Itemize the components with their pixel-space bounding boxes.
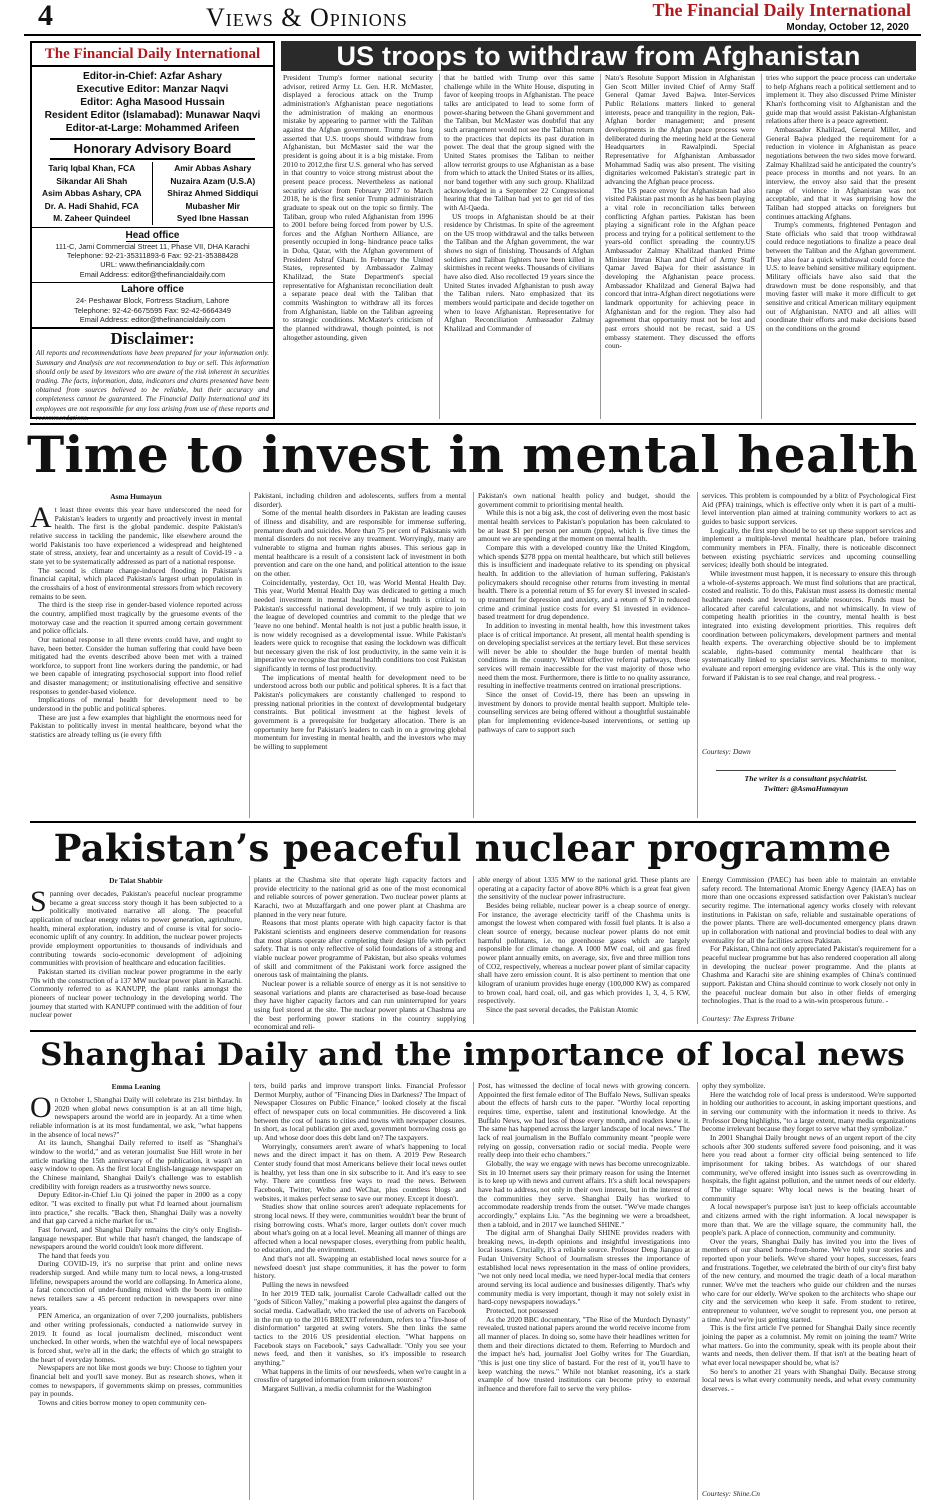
advisor-name: Sikandar Ali Shah (32, 175, 153, 188)
article-column (478, 876, 690, 1024)
advisor-name: Mubasher Mir (185, 200, 240, 211)
paragraph: Nato's Resolute Support Mission in Afghanistan Gen Scott Miller invited Chief of Army Staff General Qamar Javed Bajwa. Inter-Services Public Relations matters linked to general interests, peace and tranquility in the region, Pak-Afghan border management; and present developments in the Afghan peace process were deliberated during the meeting held at the General Headquarters in Rawalpindi. Special Representative for Afghanistan Ambassador Mohammad Sadiq was also present. The visiting dignitaries welcomed Pakistan's strategic part in advancing the Afghan peace process. (605, 73, 755, 186)
article-column (702, 1082, 916, 1490)
article-column (478, 1082, 690, 1500)
paragraph: Over the years, Shanghai Daily has invited you into the lives of members of our shared home-from-home. We've told your stories and reported upon your beliefs. We've shared your hopes, successes, fears and frustrations. Together, we celebrated the birth of our city's first baby of the new century, and mourned the tragic death of a local marathon runner. We've met the teachers who guide our children and the nurses who care for our elderly. We've spoken to the architects who shape our city and the servicemen who keep it safe. From student to retiree, entrepreneur to volunteer, we've sought to represent you, one person at a time. And we're just getting started. (702, 1236, 916, 1324)
paragraph: While investment must happen, it is necessary to ensure this through a whole-of-systems approach. We must find solutions that are practical, costed and realistic. To do this, Pakistan must assess its domestic mental healthcare needs and leverage available resources. Funds must be allocated after careful calculations, and not whimsically. In view of competing health priorities in the country, mental health is best integrated into existing development priorities. This requires deft coordination between policymakers, development partners and mental health experts. The overarching objective should be to implement scalable, rights-based community mental healthcare that is systematically linked to specialist services. Mechanisms to monitor, evaluate and report emerging evidence are vital. This is the only way forward if Pakistan is to see real change, and real progress. - (702, 568, 916, 682)
paragraph: Reasons that most plants operate with high capacity factor is that Pakistani scientists and engineers deserve commendation for reasons that most plants operate after completing their design life with perfect safety. That is not only reflective of solid foundations of a strong and viable nuclear power programme of Pakistan, but also speaks volumes of skill and commitment of the Pakistani work force assigned the onerous task of maintaining the plants. (254, 918, 466, 980)
paragraph: ters, build parks and improve transport links. Financial Professor Dermot Murphy, author of "Financing Dies in Darkness? The Impact of Newspaper Closures on Public Finance," looked closely at the fiscal effect of newspaper cuts on local communities. He discovered a link between the cost of loans to cities and towns with newspaper closures. In short, as local publication get axed, government borrowing costs go up. And whose door does this debt land on? The taxpayers. (254, 1081, 466, 1142)
paragraph: As the 2020 BBC documentary, "The Rise of the Murdoch Dynasty" revealed, trusted national papers around the world receive income from all manner of places. In doing so, some have their headlines written for them and their directions dictated to them. Referring to Murdoch and the impact he's had, journalist Joel Golby writes for The Guardian, "this is just one tiny slice of bastard. For the rest of it, you'll have to keep watching the news." While not blanket reasoning, it's a stark example of how trusted institutions can become privy to external influence and therefore fail to serve the very philos- (478, 1314, 690, 1393)
column-text (30, 1091, 242, 1408)
page-number: 4 (38, 0, 53, 32)
editor-line: Editor-in-Chief: Azfar Ashary (82, 71, 223, 82)
courtesy-text: Courtesy: Dawn (702, 747, 751, 756)
lahore-office-title: Lahore office (121, 284, 184, 296)
nuclear-headline: Pakistan’s peaceful nuclear programme (53, 826, 892, 870)
drop-cap: O (30, 1091, 52, 1124)
paragraph: Coincidentally, yesterday, Oct 10, was World Mental Health Day. This year, World Mental Health Day was dedicated to getting a much needed investment in mental health. Mental health is critical to Pakistan's successful national development, if we truly aspire to join the league of developed countries and commit to the pledge that we 'leave no one behind'. Mental health is not just a public health issue, it is now widely recognised as a developmental issue. While Pakistan's leaders were quick to recognise that easing the lockdown was difficult but necessary given the risk of lost productivity, in the same vein it is imperative we recognise that mental health conditions too cost Pakistan significantly in terms of lost productivity. (254, 577, 466, 674)
article-column (605, 74, 755, 419)
column-text (702, 492, 916, 682)
paragraph: Implications of mental health for development need to be understood in the public and political spheres. (30, 695, 242, 714)
editor-line: Executive Editor: Manzar Naqvi (76, 84, 229, 95)
article-column (30, 492, 242, 818)
mental-health-headline: Time to invest in mental health (26, 425, 919, 484)
advisor-name: Dr. A. Hadi Shahid, FCA (32, 200, 153, 213)
paragraph: Since the onset of Covid-19, there has been an upswing in investment by donors to provide mental health support. Multiple tele-counselling services are being offered without a thoughtful sustainable plan for implementing evidence-based interventions, or setting up pathways of care to support such (478, 690, 690, 734)
paragraph: Pulling the news in newsfeed (262, 1280, 349, 1290)
paragraph: ophy they symbolize. (702, 1081, 766, 1090)
address-line: 24- Peshawar Block, Fortress Stadium, Lahore (75, 296, 230, 306)
email-line: Email Address: editor@thefinancialdaily.com (79, 314, 226, 324)
paragraph: Newspapers are not like most goods we buy: Choose to tighten your financial belt and you'll save money. But as research shows, when it comes to newspapers, if governments skimp on presses, communities pay in pounds. (30, 1363, 242, 1399)
paragraph: Pakistan started its civilian nuclear power programme in the early 70s with the construction of a 137 MW nuclear power plant in Karachi. Commonly referred to as KANUPP, the plant ranks amongst the pioneers of nuclear power technology in the developing world. The journey that started with KANUPP continued with the addition of four nuclear power (30, 966, 242, 1020)
article-column (702, 876, 916, 1015)
paragraph: Logically, the first step should be to set up these support services and implement a multiple-level mental healthcare plan, before training community members in PFA. Finally, there is noticeable disconnect between existing psychiatric services and upcoming counselling services; ideally both should be integrated. (702, 525, 916, 570)
courtesy-line (702, 1490, 916, 1500)
article-column (254, 875, 466, 1032)
paragraph: Studies show that online sources aren't adequate replacements for strong local news. If they were, communities wouldn't bear the brunt of rising borrowing costs. What's more, larger outlets don't cover much about what's going on at a local level. Meaning all manner of things are affected when a local newspaper closes, everything from public health, to education, and the environment. (254, 1202, 466, 1255)
paragraph: services. This problem is compounded by a blitz of Psychological First Aid (PFA) trainings, which is effective only when it is part of a multi-level intervention plan aimed at training community workers to act as guides to basic support services. (702, 491, 916, 526)
paragraph: Ambassador Khalilzad, General Miller, and General Bajwa pledged the requirement for a reduction in violence in Afghanistan as peace negotiations between the two sides move forward. Zalmay Khalilzad said he anticipated the country's peace process in months and not years. In an interview, the envoy also said that the present range of violence in Afghanistan was not acceptable, and that it was surprising how the Taliban had stopped attacks on foreigners but continues attacking Afghans. (766, 124, 916, 221)
paragraph: During COVID-19, it's no surprise that print and online news readership surged. And while many turn to local news, a long-trusted lifeline, newspapers around the world are collapsing. In America alone, a fatal concoction of under-funding mixed with the boom in online news retailers saw a 45 percent reduction in newspapers over nine years. (30, 1259, 242, 1312)
paragraph: In her 2019 TED talk, journalist Carole Cadwalladr called out the "gods of Silicon Valley," making a powerful plea against the dangers of social media. Cadwalladr, who tracked the use of adverts on Facebook in the run up to the 2016 BREXIT referendum, refers to a "fire-hose of disinformation" targeted at swing voters. She then links the same tactics to the 2016 US presidential election. "What happens on Facebook stays on Facebook," says Cadwalladr. "Only you see your news feed, and then it vanishes, so it's impossible to research anything." (254, 1288, 466, 1367)
editor-line: Editor: Agha Masood Hussain (80, 97, 225, 108)
url-line: URL: www.thefinancialdaily.com (100, 260, 205, 270)
info-box-brand: The Financial Daily International (32, 43, 273, 67)
paragraph: Nuclear power is a reliable source of energy as it is not sensitive to seasonal variations and plants are characterised as base-load because they have higher capacity factors and can run uninterrupted for years using fuel stored at the site. The nuclear power plants at Chashma are the best performing power stations in the country supplying economical and reli- (254, 978, 466, 1032)
byline: Asma Humayun (110, 492, 162, 501)
paragraph: Energy Commission (PAEC) has been able to maintain an enviable safety record. The International Atomic Energy Agency (IAEA) has on more than one occasions expressed satisfaction over Pakistan's nuclear security regime. The international agency works closely with relevant institutions in Pakistan on safe, reliable and sustainable operations of the power plants. There are well-documented emergency plans drawn up in collaboration with national and provincial bodies to deal with any eventuality for all the facilities across Pakistan. (702, 875, 916, 945)
paragraph: Post, has witnessed the decline of local news with growing concern. Appointed the first female editor of The Buffalo News, Sullivan speaks about the effects of harsh cuts to the paper. "Worthy local reporting requires time, expertise, talent and institutional knowledge. At the Buffalo News, we had less of those every month, and readers knew it. The same has happened across the larger landscape of local news." The lack of real journalism in the Buffalo community meant "people were relying on gossip, conversation radio or social media. People were really deep into their echo chambers." (478, 1081, 690, 1160)
writer-note (716, 770, 896, 794)
phone-line: Telephone: 92-21-35311893-6 Fax: 92-21-35388428 (66, 250, 239, 260)
paragraph: For Pakistan, China not only appreciated Pakistan's requirement for a peaceful nuclear programme but has also rendered cooperation all along in developing the nuclear power programme. And the plants at Chashma and Karachi site are shining examples of China's continued support. Pakistan and China should continue to work closely not only in the peaceful nuclear domain but also in other fields of emerging technologies. That is the road to a win-win prosperous future. - (702, 944, 916, 1006)
column-text (30, 885, 242, 1020)
masthead (24, 0, 921, 36)
issue-date: Monday, October 12, 2020 (786, 22, 909, 33)
advisor-name: Shiraz Ahmed Siddiqui (167, 188, 259, 198)
advisor-name: Tariq Iqbal Khan, FCA (32, 162, 153, 175)
paragraph: President Trump's former national security advisor, retired Army Lt. Gen. H.R. McMaster, displayed a ferocious attack on the Trump administration's Afghanistan peace negotiations the administration of making an enormous mistake by appearing to partner with the Taliban against the Afghan government. Trump has long asserted that U.S. troops should withdraw from Afghanistan, but McMaster said the war the president is going about it is a big mistake. From 2010 to 2012,the first U.S. general who has served in that country to voice strong mistrust about the present peace process. Nevertheless as national security advisor from February 2017 to March 2018, he is the first senior Trump administration graduate to speak out on the topic so firmly. The Taliban, group who ruled Afghanistan from 1996 to 2001 before being forced from power by U.S. forces and the Afghan Northern Alliance, are presently occupied in long- hindrance peace talks in Doha, Qatar, with the Afghan government of President Ashraf Ghani. In February the United States, represented by Ambassador Zalmay Khalilzad, the State Department's special representative for Afghanistan reconciliation dealt a separate peace deal with the Taliban that commits Washington to withdraw all its forces from Afghanistan, liable on the Taliban agreeing to strategic conditions. McMaster's criticism of the planned withdrawal, though pointed, is not altogether astounding, given (283, 73, 433, 342)
paragraph: So here's to another 21 years with Shanghai Daily. Because strong local news is what every community needs, and what every community deserves. - (702, 1366, 916, 1393)
paragraph: Compare this with a developed country like the United Kingdom, which spends $278 pppa on mental healthcare, but which still believes this is insufficient and inadequate relative to its spending on physical health. In addition to the alleviation of human suffering, Pakistan's policymakers should recognise other returns from investing in mental health. There is a potential return of $5 for every $1 invested in scaled-up treatment for depression and anxiety, and a return of $7 in reduced crime and criminal justice costs for every $1 invested in evidence-based treatment for drug dependence. (478, 542, 690, 622)
email-line: Email Address: editor@thefinancialdaily.com (79, 269, 226, 279)
column-text (30, 501, 242, 740)
paragraph: that he battled with Trump over this same challenge while in the White House, disputing in favor of keeping troops in Afghanistan. The peace talks are anticipated to lead to some form of power-sharing between the Ghani government and the Taliban, but McMaster was doubtful that any such arrangement would not see the Taliban return to the practices that depicts its past duration in power. The deal that the group signed with the United States promises the Taliban to neither allow terrorist groups to use Afghanistan as a base from which to attack the United States or its allies, nor band together with any such group. Khalilzad acknowledged in a September 22 Congressional hearing that the Taliban had yet to get rid of ties with Al-Qaeda. (444, 73, 594, 212)
column-text (702, 1082, 916, 1394)
masthead-brand: The Financial Daily International (652, 0, 911, 20)
article-column (254, 1082, 466, 1500)
article-column (254, 492, 466, 818)
paragraph: Globally, the way we engage with news has become unrecognizable. Six in 10 Internet users say their primary reason for using the Internet is to keep up with news and current affairs. It's a shift local newspapers have had to address, not only in their own interest, but in the interest of the communities they serve. Shanghai Daily has worked to accommodate readership trends from the outset. "We've made changes accordingly," explains Liu. "As the beginning we were a broadsheet, then a tabloid, and in 2017 we launched SHINE." (478, 1158, 690, 1229)
shanghai-daily-article (30, 1082, 916, 1500)
paragraph: Pakistani, including children and adolescents, suffers from a mental disorder). (254, 491, 466, 509)
article-column (702, 492, 916, 748)
byline: Dr Talat Shabbir (109, 876, 163, 885)
paragraph: Trump's comments, frightened Pentagon and State officials who said that troop withdrawal could reduce negotiations to finalize a peace deal between the Taliban and the Afghan government. They also fear a quick withdrawal could force the U.S. to leave behind sensitive military equipment. Military officials have also said that the drawdown must be done responsibly, and that moving faster will make it more difficult to get sensitive and critical American military equipment out of Afghanistan. NATO and all allies will coordinate their efforts and make decisions based on the conditions on the ground (766, 220, 916, 334)
paragraph: The US peace envoy for Afghanistan had also visited Pakistan past month as he has been playing a vital role in reconciliation talks between conflicting Afghan parties. Pakistan has been playing a significant role in the Afghan peace process and trying for a political settlement to the years-old conflict spreading the country.US Ambassador Zalmay Khalilzad thanked Prime Minister Imran Khan and Chief of Army Staff Qamar Javed Bajwa for their assistance in developing the Afghanistan peace process. Ambassador Khalilzad and General Bajwa had concord that intra-Afghan direct negotiations were landmark opportunity for achieving peace in Afghanistan and for the region. They also had agreement that opportunity must not be lost and past errors should not be recast, said a US embassy statement. They discussed the efforts coun- (605, 185, 755, 351)
advisor-name: Syed Ibne Hassan (176, 213, 249, 223)
phone-line: Telephone: 92-42-6675595 Fax: 92-42-6664349 (74, 305, 231, 315)
drop-cap: S (30, 885, 47, 918)
paragraph: A local newspaper's purpose isn't just to keep officials accountable and citizens armed with the right information. A local newspaper is more than that. We are the village square, the community hall, the people's park. A place of connection, community and community. (702, 1202, 916, 1238)
paragraph: Margaret Sullivan, a media columnist for the Washington (262, 1383, 432, 1393)
paragraph: In 2001 Shanghai Daily brought news of an urgent report of the city schools after 300 students suffered severe food poisoning, and it was here you read about a former city official being sentenced to life imprisonment for taking bribes. As watchdogs of our shared community, we've offered insight into issues such as overcrowding in hospitals, the fight against pollution, and the unmet needs of our elderly. (702, 1132, 916, 1186)
column-text (702, 876, 916, 1006)
editor-line: Editor-at-Large: Mohammed Arifeen (65, 123, 240, 134)
article-column (478, 492, 690, 818)
advisor-name: M. Zaheer Quindeel (32, 212, 153, 225)
article-column (283, 74, 433, 419)
paragraph: While this is not a big ask, the cost of delivering even the most basic mental health services to Pakistan's population has been calculated to be at least $1 per person per annum (pppa), which is five times the amount we are spending at the moment on mental health. (478, 508, 690, 544)
article-column (444, 74, 594, 419)
paragraph: In addition to investing in mental health, how this investment takes place is of critical importance. At present, all mental health spending is on developing specialist services at the tertiary level. But these services will never be able to shoulder the huge burden of mental health conditions in the country. Without effective referral pathways, these services will remain inaccessible for the vast majority of those who need them the most. Furthermore, there is little to no quality assurance, resulting in ineffective treatments centred on irrational prescriptions. (478, 620, 690, 691)
nuclear-article (30, 875, 916, 1032)
editorial-info-box (30, 41, 275, 422)
paragraph: plants at the Chashma site that operate high capacity factors and provide electricity to the national grid as one of the most economical and reliable sources of power generation. Two nuclear power plants at Karachi, two at Muzaffargarh and one power plant at Chashma are planned in the very near future. (254, 875, 466, 919)
lahore-office-address (32, 296, 273, 324)
paragraph: This is the first article I've penned for Shanghai Daily since recently joining the paper as a columnist. My remit on joining the team? Write what matters. Go into the community, speak with its people about their wants and needs, then deliver them. If that isn't at the beating heart of what ever local newspaper should be, what is? (702, 1323, 916, 1367)
paragraph: The implications of mental health for development need to be understood across both our public and political spheres. It is a fact that Pakistan's policymakers are constantly challenged to respond to pressing national priorities in the context of developmental budgetary constraints. But political investment at the highest levels of government is a prerequisite for budgetary allocation. There is an opportunity here for Pakistan's leaders to cash in on a growing global momentum for investing in mental health, and the investors who may be willing to supplement (254, 672, 466, 752)
paragraph: Here the watchdog role of local press is understood. We're supported in holding our authorities to account, in asking important questions, and in serving our community with the information it needs to thrive. As Professor Deng highlights, "to a large extent, many media organizations become irrelevant because they forget to serve what they symbolize." (702, 1089, 916, 1134)
paragraph: Deputy Editor-in-Chief Liu Qi joined the paper in 2000 as a copy editor. "I was excited to finally put what I'd learned about journalism into practice," she recalls. "Back then, Shanghai Daily was a novelty and that gap carved a niche market for us." (30, 1190, 242, 1226)
paragraph: panning over decades, Pakistan's peaceful nuclear programme became a great success story though it has been subjected to a politically motivated narrative all along. The peaceful application of nuclear energy relates to power generation, agriculture, health, mineral exploration, industry and of course is vital for socio-economic uplift of any country. In addition, the nuclear power projects provide employment opportunities to thousands of individuals and contributing towards socio-economic development of adjoining communities with provision of healthcare and education facilities. (30, 889, 242, 968)
disclaimer-text: All reports and recommendations have been prepared for your information only. Summary and Analysis are not recommendation to buy or sell. This information should only be used by investors who are aware of the risk inherent in securities trading. The facts, information, data, indicators and charts presented have been obtained from sources believed to be reliable, but their accuracy and completeness cannot be guaranteed. The Financial Daily International and its employees are not responsible for any loss arising from use of these reports and recommendations. (36, 349, 269, 422)
paragraph: The digital arm of Shanghai Daily SHINE provides readers with breaking news, in-depth opinions and insightful investigations into local issues. Crucially, it's a reliable source. Professor Deng Jianguo at Fudan University School of Journalism stresses the importance of established local news representation in the mass of online providers, "we not only need local media, we need hyper-local media that centers around serving its local audience and businesses diligently. That's why community media is very important, though it may not solely exist in hard-copy newspapers nowadays." (478, 1228, 690, 1307)
paragraph: Towns and cities borrow money to open community cen- (38, 1397, 207, 1407)
paragraph: At its launch, Shanghai Daily referred to itself as "Shanghai's window to the world," and as veteran journalist Sue Hill wrote in her article marking the 15th anniversary of the publication, it wasn't an easy window to open. As the first local English-language newspaper on the Chinese mainland, Shanghai Daily's challenge was to establish credibility with foreign readers as a trustworthy news source. (30, 1138, 242, 1191)
afghanistan-headline: US troops to withdraw from Afghanistan (281, 41, 916, 71)
article-column (766, 74, 916, 419)
advisor-name: Amir Abbas Ashary (174, 163, 252, 173)
editor-line: Resident Editor (Islamabad): Munawar Naqvi (44, 110, 261, 121)
paragraph: Fast forward, and Shanghai Daily remains the city's only English-language newspaper. But while that hasn't changed, the landscape of newspapers around the world couldn't look more different. (30, 1224, 242, 1252)
afghanistan-article (283, 74, 916, 419)
paragraph: able energy of about 1335 MW to the national grid. These plants are operating at a capacity factor of above 80% which is a great feat given the sensitivity of the nuclear power infrastructure. (478, 875, 690, 902)
advisor-name: Nuzaira Azam (U.S.A) (170, 175, 256, 186)
writer-bio: The writer is a consultant psychiatrist. (744, 774, 868, 783)
advisor-name: Asim Abbas Ashary, CPA (32, 187, 153, 200)
advisory-board-grid (32, 160, 273, 228)
head-office-title: Head office (125, 229, 180, 241)
address-line: 111-C, Jami Commercial Street 11, Phase VII, DHA Karachi (55, 241, 250, 251)
courtesy-text: Courtesy: Shine.Cn (702, 1489, 760, 1498)
shanghai-daily-headline: Shanghai Daily and the importance of local news (39, 1037, 906, 1073)
paragraph: Besides being reliable, nuclear power is a cheap source of energy. For instance, the average electricity tariff of the Chashma units is amongst the lowest when compared with fossil fuel plants. It is also a clean source of energy, because nuclear power plants do not emit harmful pollutants, i.e. no greenhouse gases which are largely responsible for climate change. A 1000 MW coal, oil and gas fired power plant annually emits, on average, six, five and three million tons of CO2, respectively, whereas a nuclear power plant of similar capacity shall have zero emission count. It is also pertinent to mention that one kilogram of uranium provides huge energy (100,000 KW) as compared to brown coal, hard coal, oil, and gas which provides 1, 3, 4, 5 KW, respectively. (478, 900, 690, 1006)
paragraph: t least three events this year have underscored the need for Pakistan's leaders to urgently and proactively invest in mental health. The first is the global pandemic. despite Pakistan's relative success in tackling the pandemic, like elsewhere around the world Pakistanis too have experienced a widespread and heightened state of stress, anxiety, fear and uncertainty as a result of Covid-19 - a state yet to be systematically addressed as part of a national response. (30, 505, 242, 566)
byline: Emma Leaning (111, 1082, 161, 1091)
writer-twitter: Twitter: @AsmaHumayun (763, 784, 849, 793)
courtesy-line (702, 1015, 916, 1024)
section-divider (30, 821, 916, 823)
paragraph: US troops in Afghanistan should be at their residence by Christmas. In spite of the agreement on the US troop withdrawal and the talks between the Taliban and the Afghan government, the war shows no sign of finishing. Thousands of Afghan soldiers and Taliban fighters have been killed in skirmishes in recent weeks. Thousands of civilians have also died. Also recollected 19 years since the United States invaded Afghanistan to push away the Taliban rulers. Nato emphasized that its members would participate and decide together on when to leave Afghanistan. Representative for Afghan Reconciliation Ambassador Zalmay Khalilzad and Commander of (444, 211, 594, 334)
paragraph: Pakistan's own national health policy and budget, should the government commit to prioritising mental health. (478, 491, 690, 509)
section-title: Views & Opinions (206, 3, 408, 32)
article-column (30, 1082, 242, 1500)
paragraph: Some of the mental health disorders in Pakistan are leading causes of illness and disability, and are responsible for immense suffering, premature death and suicides. More than 75 per cent of Pakistanis with mental disorders do not receive any treatment. Worryingly, many are vulnerable to stigma and human rights abuses. This serious gap in mental healthcare is a result of a consistent lack of investment in both prevention and care on the one hand, and political attention to the issue on the other. (254, 508, 466, 578)
paragraph: These are just a few examples that highlight the enormous need for Pakistan to politically invest in mental healthcare, beyond what the statistics are already telling us (ie every fifth (30, 712, 242, 740)
drop-cap: A (30, 501, 52, 534)
paragraph: The third is the steep rise in gender-based violence reported across the country, amplified most tragically by the gruesome events of the motorway case and the reaction it spurred among certain government and police officials. (30, 600, 242, 636)
paragraph: And that's not all. Swapping an established local news source for a newsfeed doesn't just shape communities, it has the power to form history. (254, 1254, 466, 1281)
courtesy-text: Courtesy: The Express Tribune (702, 1014, 794, 1023)
paragraph: n October 1, Shanghai Daily will celebrate its 21st birthday. In 2020 when global news consumption is at an all time high, newspapers around the world are in jeopardy. At a time when reliable information is at its most fundamental, we ask, "what happens in the absence of local news?" (30, 1095, 242, 1139)
paragraph: PEN America, an organization of over 7,200 journalists, publishers and other writing professionals, conducted a nationwide survey in 2019. It found as local journalism declined, misconduct went unchecked. In other words, when the watchful eye of local newspapers is forced shut, we're all in the dark; the effects of which go straight to the heart of everyday homes. (30, 1311, 242, 1364)
paragraph: The second is climate change-induced flooding in Pakistan's financial capital, which placed Pakistan's largest urban population in the crosshairs of a host of environmental stressors from which recovery remains to be seen. (30, 565, 242, 601)
paragraph: Since the past several decades, the Pakistan Atomic (486, 1004, 639, 1014)
editors-list (32, 67, 273, 135)
advisory-board-title: Honorary Advisory Board (50, 138, 255, 160)
paragraph: Protected, not possessed (486, 1306, 559, 1316)
disclaimer-title: Disclaimer: (32, 327, 273, 349)
paragraph: What happens in the limits of our newsfeeds, when we're caught in a crossfire of targeted information from unknown sources? (254, 1366, 466, 1385)
paragraph: The hand that feeds you (38, 1250, 110, 1260)
head-office-address (32, 242, 273, 280)
paragraph: The village square: Why local news is the beating heart of community (702, 1184, 916, 1203)
article-column (30, 876, 242, 1024)
paragraph: tries who support the peace process can undertake to help Afghans reach a political settlement and to implement it. They also discussed Prime Minister Khan's forthcoming visit to Afghanistan and the guide map that would assist Pakistan-Afghanistan relations after there is a peace agreement. (766, 73, 916, 126)
paragraph: Worryingly, consumers aren't aware of what's happening to local news and the direct impact it has on them. A 2019 Pew Research Center study found that most Americans believe their local news outlet is healthy, yet less than one in six subscribe to it. And it's easy to see why. There are countless free ways to read the news. Between Facebook, Twitter, Weibo and WeChat, plus countless blogs and websites, it makes perfect sense to save our money. Except it doesn't. (254, 1141, 466, 1203)
paragraph: Our national response to all three events could have, and ought to have, been better. Consider the human suffering that could have been mitigated had the events described above been met with a trained workforce, to support front line workers during the pandemic, or had we been capable of integrating psychosocial support into flood relief and disaster management; or institutionalising effective and sensitive responses to gender-based violence. (30, 634, 242, 696)
